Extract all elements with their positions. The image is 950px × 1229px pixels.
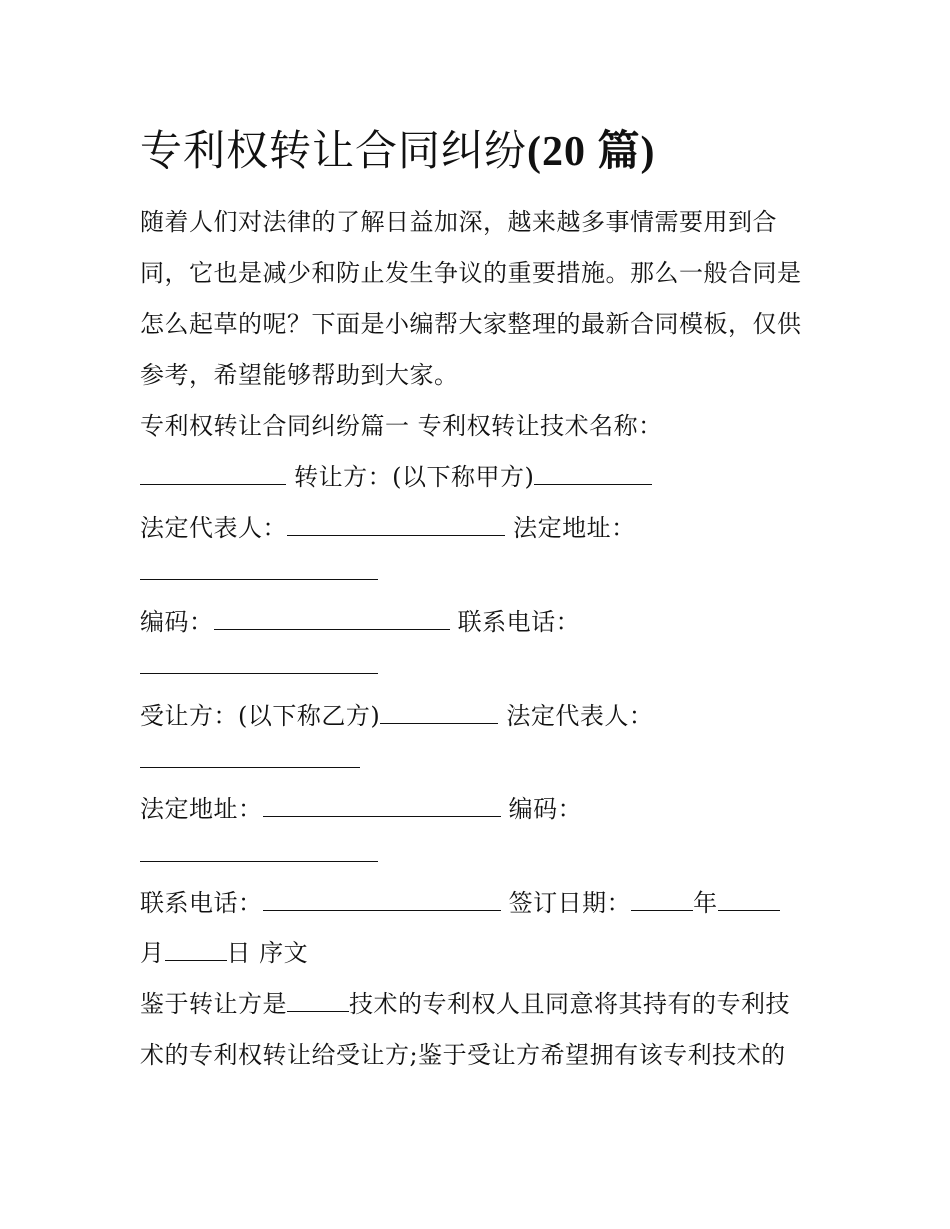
postcode-label: 编码： <box>508 795 583 823</box>
day-label: 日 <box>226 939 251 967</box>
legal-address-label: 法定地址： <box>513 514 636 542</box>
postcode-label: 编码： <box>140 608 214 636</box>
form-line-month-day <box>140 937 308 969</box>
blank-field <box>263 890 501 911</box>
form-line-postcode <box>140 606 580 638</box>
legal-rep-label: 法定代表人： <box>140 514 287 542</box>
blank-field <box>140 653 378 674</box>
transferor-label: 转让方：(以下称甲方) <box>294 463 535 491</box>
blank-field <box>534 464 652 485</box>
blank-field <box>380 703 498 724</box>
phone-label: 联系电话： <box>140 889 263 917</box>
form-line-transferor <box>140 461 652 493</box>
body-line-1-suffix: 技术的专利权人且同意将其持有的专利技 <box>349 990 790 1018</box>
blank-field <box>287 991 349 1012</box>
title-text: 专利权转让合同纠纷 <box>140 126 528 175</box>
form-line-blank <box>140 650 378 682</box>
blank-field <box>165 940 227 961</box>
body-line-2: 术的专利权转让给受让方;鉴于受让方希望拥有该专利技术的 <box>140 1041 786 1069</box>
year-label: 年 <box>693 889 718 917</box>
blank-field <box>287 515 505 536</box>
transferee-label: 受让方：(以下称乙方) <box>140 702 381 730</box>
intro-line-2: 同，它也是减少和防止发生争议的重要措施。那么一般合同是 <box>140 259 802 287</box>
blank-field <box>214 609 450 630</box>
blank-field <box>140 464 286 485</box>
form-line-blank <box>140 744 360 776</box>
form-line-phone-date <box>140 887 780 919</box>
intro-line-4: 参考，希望能够帮助到大家。 <box>140 361 459 389</box>
blank-field <box>718 890 780 911</box>
sign-date-label: 签订日期： <box>508 889 632 917</box>
blank-field <box>140 559 378 580</box>
body-line-1-prefix: 鉴于转让方是 <box>140 990 287 1018</box>
legal-address-label: 法定地址： <box>140 795 263 823</box>
form-line-blank <box>140 556 378 588</box>
legal-rep-label: 法定代表人： <box>506 702 654 730</box>
blank-field <box>140 841 378 862</box>
form-line-blank <box>140 838 378 870</box>
section-heading: 专利权转让合同纠纷篇一 专利权转让技术名称： <box>140 412 663 440</box>
document-title <box>140 118 656 178</box>
blank-field <box>140 747 360 768</box>
preface-label: 序文 <box>259 939 309 967</box>
intro-line-1: 随着人们对法律的了解日益加深，越来越多事情需要用到合 <box>140 208 777 236</box>
form-line-transferee <box>140 700 653 732</box>
form-line-legal-address <box>140 793 582 825</box>
title-suffix: (20 篇) <box>527 129 656 175</box>
intro-line-3: 怎么起草的呢？下面是小编帮大家整理的最新合同模板，仅供 <box>140 310 802 338</box>
body-line-1 <box>140 988 790 1020</box>
phone-label: 联系电话： <box>457 608 581 636</box>
form-line-legal-rep <box>140 512 636 544</box>
blank-field <box>631 890 693 911</box>
month-label: 月 <box>140 939 165 967</box>
blank-field <box>263 796 501 817</box>
